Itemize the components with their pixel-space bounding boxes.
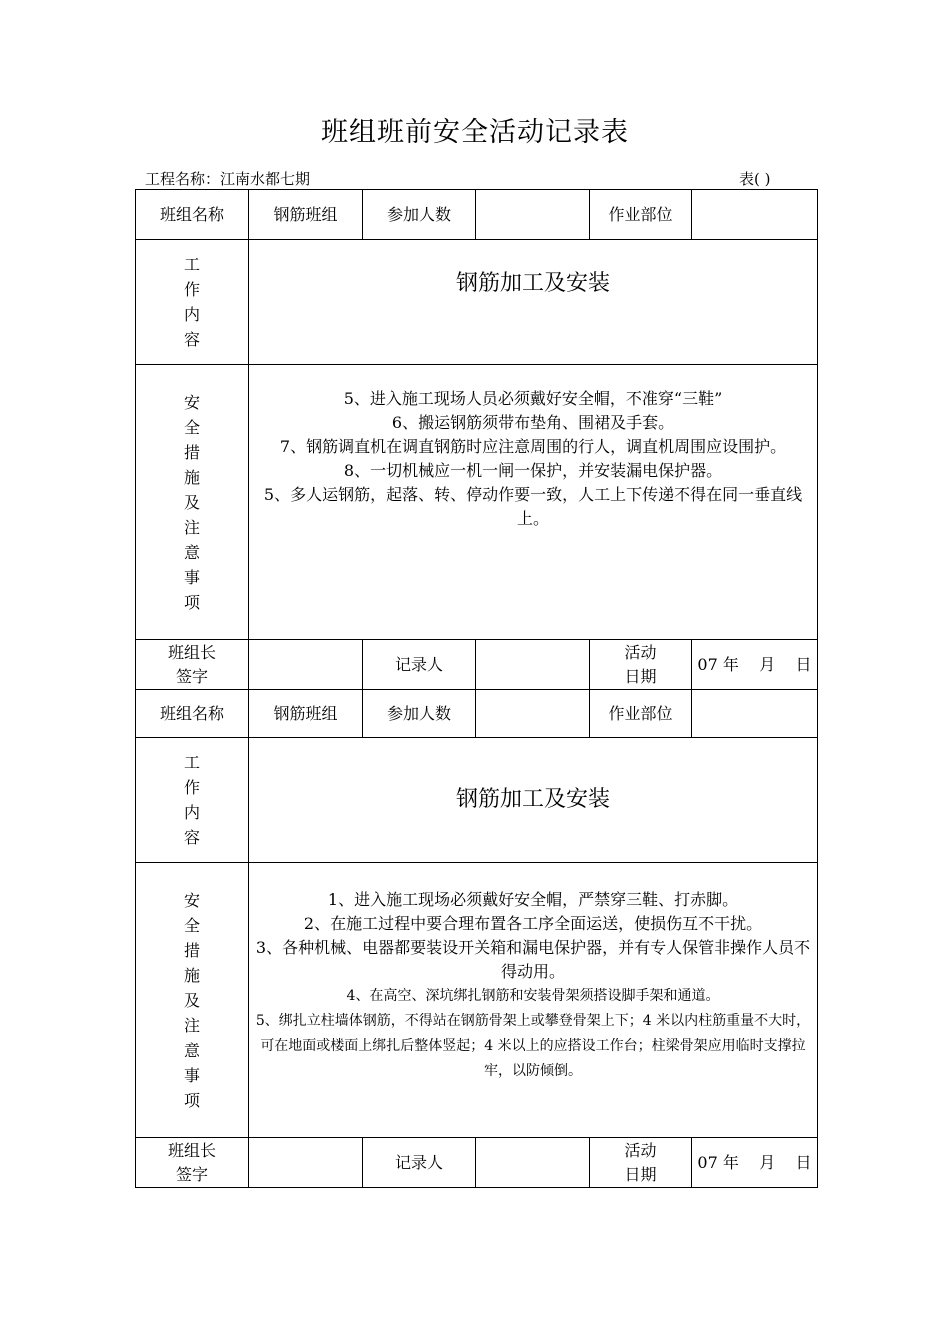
measure-item: 3、各种机械、电器都要装设开关箱和漏电保护器，并有专人保管非操作人员不得动用。 (255, 938, 811, 981)
safety-label-char: 施 (183, 965, 200, 985)
record-2-header-row (136, 690, 818, 738)
measure-item: 8、一切机械应一机一闸一保护，并安装漏电保护器。 (343, 461, 723, 480)
measure-item: 1、进入施工现场必须戴好安全帽，严禁穿三鞋、打赤脚。 (327, 890, 739, 909)
page-title: 班组班前安全活动记录表 (321, 117, 629, 148)
measure-item: 5、绑扎立柱墙体钢筋，不得站在钢筋骨架上或攀登骨架上下；4 米以内柱筋重量不大时，可在地面或楼面上绑扎后整体竖起；4 米以上的应搭设工作台；柱梁骨架应用临时支撑拉牢，以防倾倒。 (255, 1013, 811, 1079)
measure-item: 6、搬运钢筋须带布垫角、围裙及手套。 (391, 413, 675, 432)
activity-date-label (590, 1138, 692, 1188)
participants-label: 参加人数 (363, 690, 476, 738)
safety-label-char: 意 (183, 542, 200, 562)
work-content-label-char: 作 (183, 280, 200, 299)
safety-measures-label (136, 863, 249, 1138)
activity-date-label-line: 日期 (624, 666, 657, 686)
safety-label-char: 事 (183, 1065, 200, 1085)
activity-date-label (590, 640, 692, 690)
record-1-sign-row (136, 640, 818, 690)
activity-date-label-line: 日期 (624, 1164, 657, 1184)
work-content-text: 钢筋加工及安装 (455, 786, 610, 812)
safety-label-char: 意 (183, 1040, 200, 1060)
leader-sign-label-line: 班组长 (167, 642, 216, 662)
measure-item: 5、多人运钢筋，起落、转、停动作要一致，人工上下传递不得在同一垂直线上。 (263, 485, 803, 528)
measure-item: 7、钢筋调直机在调直钢筋时应注意周围的行人，调直机周围应设围护。 (279, 437, 787, 456)
team-name-value[interactable]: 钢筋班组 (249, 190, 363, 240)
safety-label-char: 事 (183, 567, 200, 587)
recorder-value[interactable] (476, 640, 590, 690)
record-1-header-row (136, 190, 818, 240)
work-location-value[interactable] (692, 190, 818, 240)
safety-label-char: 及 (183, 492, 200, 512)
work-content-label-char: 内 (183, 803, 200, 822)
record-table (135, 189, 818, 1188)
measure-item: 4、在高空、深坑绑扎钢筋和安装骨架须搭设脚手架和通道。 (346, 988, 720, 1004)
safety-label-char: 全 (183, 915, 200, 935)
leader-sign-value[interactable] (249, 640, 363, 690)
work-content-label (136, 738, 249, 863)
form-number: 表( ) (739, 170, 771, 188)
project-name: 工程名称：江南水都七期 (145, 170, 311, 188)
safety-label-char: 措 (183, 940, 200, 960)
work-content-label-char: 作 (183, 778, 200, 797)
safety-label-char: 安 (183, 392, 200, 412)
work-content-label-char: 工 (183, 255, 200, 274)
safety-label-char: 措 (183, 442, 200, 462)
recorder-label: 记录人 (363, 1138, 476, 1188)
safety-label-char: 全 (183, 417, 200, 437)
work-content-label-char: 容 (183, 330, 200, 349)
work-content-text: 钢筋加工及安装 (455, 271, 610, 296)
team-name-label: 班组名称 (136, 690, 249, 738)
safety-label-char: 项 (183, 1090, 200, 1110)
work-content-label-char: 容 (183, 828, 200, 847)
work-location-label: 作业部位 (590, 690, 692, 738)
participants-value[interactable] (476, 190, 590, 240)
leader-sign-value[interactable] (249, 1138, 363, 1188)
record-1-measures-row (136, 365, 818, 640)
safety-label-char: 注 (183, 1015, 200, 1035)
team-name-value[interactable]: 钢筋班组 (249, 690, 363, 738)
record-2-content-row (136, 738, 818, 863)
safety-measures-cell[interactable] (249, 863, 818, 1138)
recorder-value[interactable] (476, 1138, 590, 1188)
record-2-sign-row (136, 1138, 818, 1188)
work-location-label: 作业部位 (590, 190, 692, 240)
leader-sign-label-line: 班组长 (167, 1140, 216, 1160)
work-content-label-char: 内 (183, 305, 200, 324)
safety-label-char: 施 (183, 467, 200, 487)
activity-date-value[interactable]: 07 年 月 日 (692, 640, 818, 690)
work-content-cell[interactable] (249, 738, 818, 863)
work-content-cell[interactable] (249, 240, 818, 365)
activity-date-label-line: 活动 (624, 1140, 657, 1160)
leader-sign-label-line: 签字 (175, 1164, 208, 1184)
record-2-measures-row (136, 863, 818, 1138)
leader-sign-label (136, 640, 249, 690)
work-content-label (136, 240, 249, 365)
safety-measures-cell[interactable] (249, 365, 818, 640)
leader-sign-label (136, 1138, 249, 1188)
activity-date-value[interactable]: 07 年 月 日 (692, 1138, 818, 1188)
participants-label: 参加人数 (363, 190, 476, 240)
safety-label-char: 安 (183, 890, 200, 910)
leader-sign-label-line: 签字 (175, 666, 208, 686)
measure-item: 2、在施工过程中要合理布置各工序全面运送，使损伤互不干扰。 (303, 914, 763, 933)
work-content-label-char: 工 (183, 753, 200, 772)
measure-item: 5、进入施工现场人员必须戴好安全帽，不准穿“三鞋” (343, 389, 723, 408)
recorder-label: 记录人 (363, 640, 476, 690)
participants-value[interactable] (476, 690, 590, 738)
team-name-label: 班组名称 (136, 190, 249, 240)
record-1-content-row (136, 240, 818, 365)
safety-measures-label (136, 365, 249, 640)
safety-label-char: 项 (183, 592, 200, 612)
safety-label-char: 注 (183, 517, 200, 537)
activity-date-label-line: 活动 (624, 642, 657, 662)
work-location-value[interactable] (692, 690, 818, 738)
safety-label-char: 及 (183, 990, 200, 1010)
